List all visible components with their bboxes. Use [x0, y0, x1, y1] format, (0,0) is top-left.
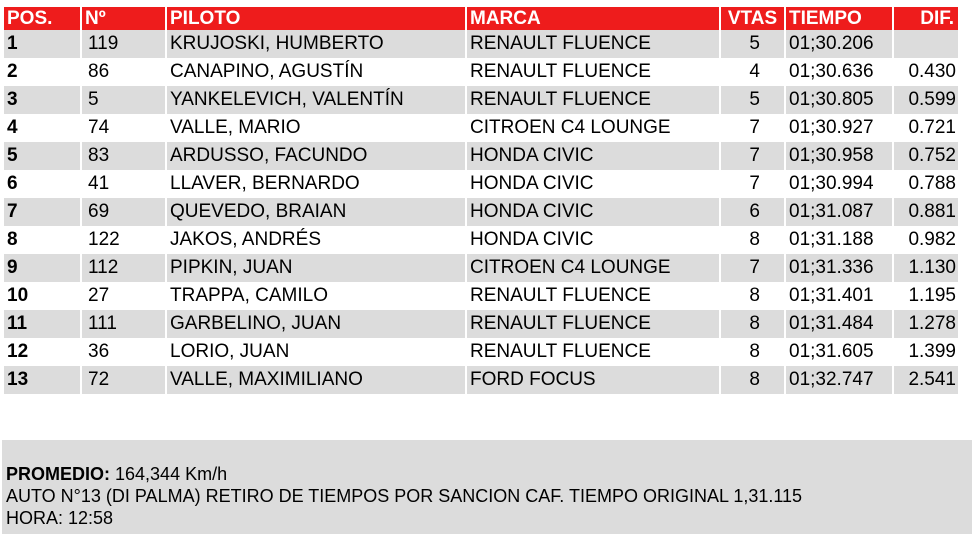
table-row	[4, 310, 958, 338]
cell-position: 9	[4, 254, 80, 282]
cell-make: RENAULT FLUENCE	[467, 338, 719, 366]
cell-make: RENAULT FLUENCE	[467, 310, 719, 338]
cell-gap: 1.195	[894, 282, 958, 310]
cell-car-number: 5	[82, 86, 165, 114]
table-row	[4, 198, 958, 226]
cell-driver: QUEVEDO, BRAIAN	[167, 198, 465, 226]
cell-driver: VALLE, MAXIMILIANO	[167, 366, 465, 394]
average-line	[6, 463, 802, 485]
header-make: MARCA	[467, 7, 719, 30]
header-row	[4, 7, 958, 30]
cell-car-number: 119	[82, 30, 165, 58]
cell-driver: GARBELINO, JUAN	[167, 310, 465, 338]
table-row	[4, 226, 958, 254]
cell-time: 01;31.401	[786, 282, 892, 310]
cell-make: HONDA CIVIC	[467, 198, 719, 226]
cell-car-number: 69	[82, 198, 165, 226]
cell-gap: 1.399	[894, 338, 958, 366]
cell-position: 1	[4, 30, 80, 58]
cell-car-number: 111	[82, 310, 165, 338]
penalty-note: AUTO N°13 (DI PALMA) RETIRO DE TIEMPOS POR SANCION CAF. TIEMPO ORIGINAL 1,31.115	[6, 486, 803, 506]
cell-position: 11	[4, 310, 80, 338]
cell-laps: 7	[721, 142, 784, 170]
cell-driver: CANAPINO, AGUSTÍN	[167, 58, 465, 86]
table-row	[4, 282, 958, 310]
cell-position: 3	[4, 86, 80, 114]
cell-driver: LORIO, JUAN	[167, 338, 465, 366]
average-value: 164,344 Km/h	[110, 464, 228, 484]
table-row	[4, 58, 958, 86]
cell-car-number: 86	[82, 58, 165, 86]
time-line: HORA: 12:58	[6, 508, 114, 528]
table-row	[4, 142, 958, 170]
cell-car-number: 36	[82, 338, 165, 366]
table-row	[4, 30, 958, 58]
cell-laps: 8	[721, 338, 784, 366]
cell-gap: 0.752	[894, 142, 958, 170]
cell-make: FORD FOCUS	[467, 366, 719, 394]
cell-time: 01;31.484	[786, 310, 892, 338]
cell-car-number: 41	[82, 170, 165, 198]
header-gap: DIF.	[894, 7, 958, 30]
cell-position: 8	[4, 226, 80, 254]
cell-position: 12	[4, 338, 80, 366]
cell-position: 10	[4, 282, 80, 310]
cell-time: 01;30.636	[786, 58, 892, 86]
cell-laps: 6	[721, 198, 784, 226]
cell-car-number: 112	[82, 254, 165, 282]
cell-make: HONDA CIVIC	[467, 226, 719, 254]
cell-time: 01;31.336	[786, 254, 892, 282]
cell-laps: 8	[721, 310, 784, 338]
cell-time: 01;30.927	[786, 114, 892, 142]
cell-gap: 1.130	[894, 254, 958, 282]
table-row	[4, 338, 958, 366]
footer-text	[6, 463, 802, 529]
cell-make: HONDA CIVIC	[467, 170, 719, 198]
cell-car-number: 74	[82, 114, 165, 142]
average-label: PROMEDIO:	[6, 464, 111, 484]
cell-position: 6	[4, 170, 80, 198]
cell-gap: 1.278	[894, 310, 958, 338]
header-pos: POS.	[4, 7, 80, 30]
cell-laps: 8	[721, 282, 784, 310]
cell-time: 01;31.605	[786, 338, 892, 366]
cell-position: 4	[4, 114, 80, 142]
cell-position: 7	[4, 198, 80, 226]
cell-gap: 0.599	[894, 86, 958, 114]
table-row	[4, 86, 958, 114]
cell-gap: 0.881	[894, 198, 958, 226]
cell-make: RENAULT FLUENCE	[467, 282, 719, 310]
header-time: TIEMPO	[786, 7, 892, 30]
cell-gap	[894, 30, 958, 58]
cell-make: CITROEN C4 LOUNGE	[467, 114, 719, 142]
cell-driver: TRAPPA, CAMILO	[167, 282, 465, 310]
cell-laps: 7	[721, 170, 784, 198]
cell-time: 01;30.958	[786, 142, 892, 170]
cell-time: 01;31.087	[786, 198, 892, 226]
cell-laps: 7	[721, 114, 784, 142]
cell-driver: PIPKIN, JUAN	[167, 254, 465, 282]
cell-gap: 2.541	[894, 366, 958, 394]
header-driver: PILOTO	[167, 7, 465, 30]
cell-gap: 0.788	[894, 170, 958, 198]
table-row	[4, 170, 958, 198]
cell-make: CITROEN C4 LOUNGE	[467, 254, 719, 282]
cell-laps: 8	[721, 366, 784, 394]
cell-laps: 5	[721, 86, 784, 114]
cell-make: RENAULT FLUENCE	[467, 30, 719, 58]
cell-time: 01;32.747	[786, 366, 892, 394]
cell-make: RENAULT FLUENCE	[467, 86, 719, 114]
cell-gap: 0.430	[894, 58, 958, 86]
cell-position: 13	[4, 366, 80, 394]
table-row	[4, 366, 958, 394]
cell-driver: LLAVER, BERNARDO	[167, 170, 465, 198]
cell-time: 01;30.206	[786, 30, 892, 58]
cell-time: 01;31.188	[786, 226, 892, 254]
cell-driver: YANKELEVICH, VALENTÍN	[167, 86, 465, 114]
cell-time: 01;30.805	[786, 86, 892, 114]
cell-make: HONDA CIVIC	[467, 142, 719, 170]
cell-position: 5	[4, 142, 80, 170]
cell-laps: 7	[721, 254, 784, 282]
cell-driver: ARDUSSO, FACUNDO	[167, 142, 465, 170]
cell-laps: 8	[721, 226, 784, 254]
cell-driver: KRUJOSKI, HUMBERTO	[167, 30, 465, 58]
cell-make: RENAULT FLUENCE	[467, 58, 719, 86]
results-body	[4, 30, 958, 394]
header-number: Nº	[82, 7, 165, 30]
cell-gap: 0.982	[894, 226, 958, 254]
cell-car-number: 83	[82, 142, 165, 170]
cell-driver: JAKOS, ANDRÉS	[167, 226, 465, 254]
table-row	[4, 114, 958, 142]
results-table	[2, 7, 960, 394]
cell-car-number: 72	[82, 366, 165, 394]
cell-driver: VALLE, MARIO	[167, 114, 465, 142]
table-row	[4, 254, 958, 282]
cell-gap: 0.721	[894, 114, 958, 142]
header-laps: VTAS	[721, 7, 784, 30]
cell-laps: 5	[721, 30, 784, 58]
cell-car-number: 122	[82, 226, 165, 254]
cell-car-number: 27	[82, 282, 165, 310]
cell-position: 2	[4, 58, 80, 86]
cell-time: 01;30.994	[786, 170, 892, 198]
cell-laps: 4	[721, 58, 784, 86]
